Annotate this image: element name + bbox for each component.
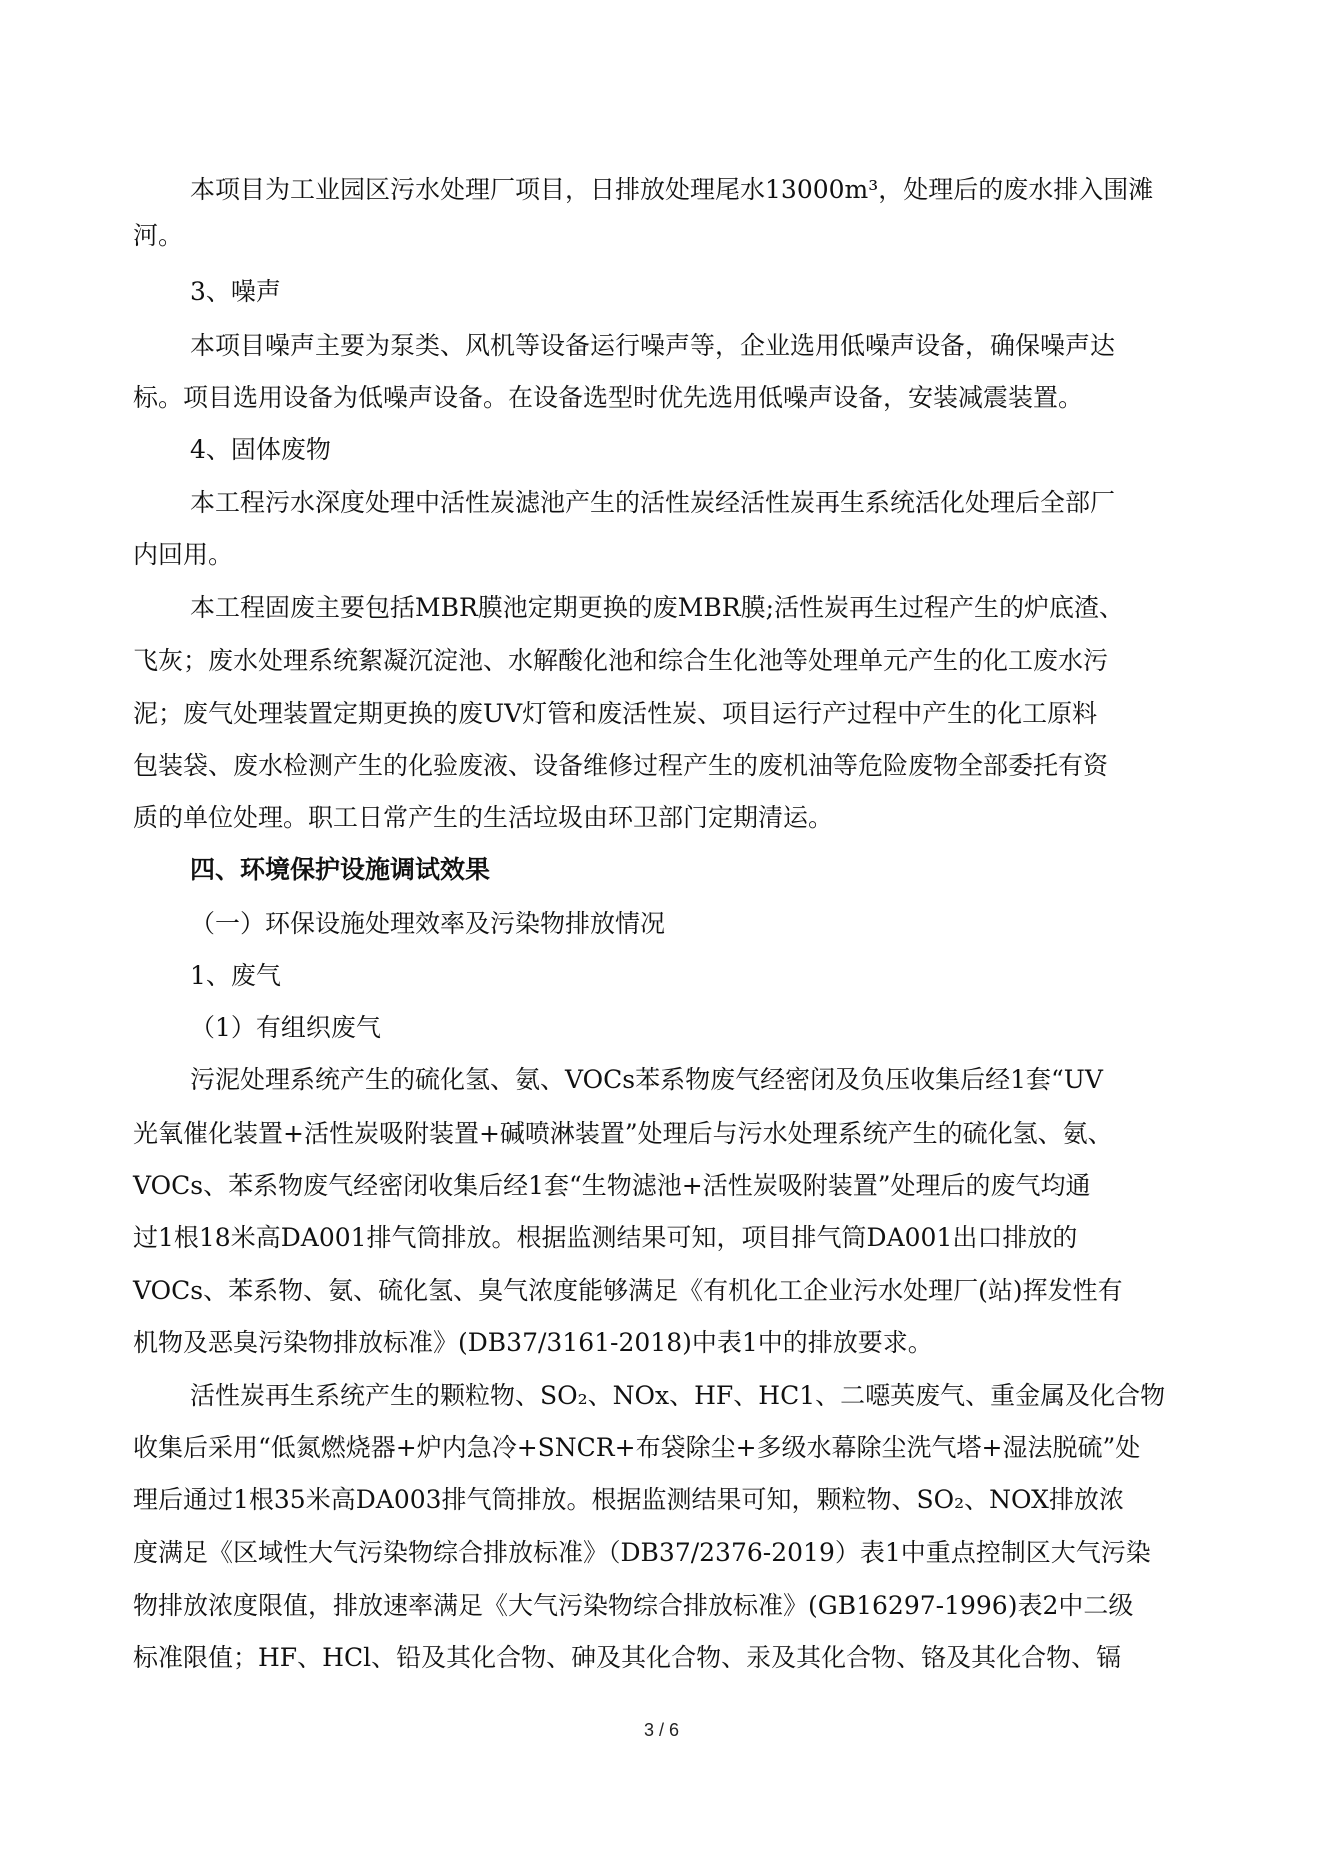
text-run: 理后通过1根35米高DA003排气筒排放。根据监测结果可知，颗粒物、SO₂、NOX排放浓	[133, 1485, 1124, 1514]
text-run: 本工程固废主要包括MBR膜池定期更换的废MBR膜;活性炭再生过程产生的炉底渣、	[190, 593, 1125, 622]
text-run: 内回用。	[133, 540, 234, 569]
page-number: 3 / 6	[643, 1720, 680, 1740]
text-run: 机物及恶臭污染物排放标准》(DB37/3161-2018)中表1中的排放要求。	[133, 1328, 933, 1357]
text-run: （一）环保设施处理效率及污染物排放情况	[190, 909, 666, 938]
text-run: 活性炭再生系统产生的颗粒物、SO₂、NOx、HF、HC1、二噁英废气、重金属及化合物	[190, 1381, 1166, 1410]
text-run: VOCs、苯系物废气经密闭收集后经1套“生物滤池+活性炭吸附装置”处理后的废气均通	[133, 1171, 1091, 1200]
text-run: 3、噪声	[190, 277, 281, 306]
text-run: 标准限值；HF、HCl、铅及其化合物、砷及其化合物、汞及其化合物、铬及其化合物、镉	[133, 1643, 1122, 1672]
text-run: 标。项目选用设备为低噪声设备。在设备选型时优先选用低噪声设备，安装减震装置。	[133, 383, 1084, 412]
text-run: 度满足《区域性大气污染物综合排放标准》（DB37/2376-2019）表1中重点控制区大气污染	[133, 1538, 1151, 1567]
text-run: 泥；废气处理装置定期更换的废UV灯管和废活性炭、项目运行产过程中产生的化工原料	[133, 699, 1098, 728]
text-run: 四、环境保护设施调试效果	[190, 855, 491, 884]
text-run: 1、废气	[190, 961, 281, 990]
text-run: 河。	[133, 221, 184, 250]
text-run: 过1根18米高DA001排气筒排放。根据监测结果可知，项目排气筒DA001出口排放的	[133, 1223, 1078, 1252]
text-run: 本项目噪声主要为泵类、风机等设备运行噪声等，企业选用低噪声设备，确保噪声达	[190, 331, 1116, 360]
text-run: 本项目为工业园区污水处理厂项目，日排放处理尾水13000m³，处理后的废水排入围滩	[190, 175, 1154, 204]
text-run: 飞灰；废水处理系统絮凝沉淀池、水解酸化池和综合生化池等处理单元产生的化工废水污	[133, 646, 1109, 675]
text-run: 包装袋、废水检测产生的化验废液、设备维修过程产生的废机油等危险废物全部委托有资	[133, 751, 1109, 780]
text-run: 污泥处理系统产生的硫化氢、氨、VOCs苯系物废气经密闭及负压收集后经1套“UV	[190, 1065, 1103, 1094]
text-run: 质的单位处理。职工日常产生的生活垃圾由环卫部门定期清运。	[133, 803, 834, 832]
text-run: 物排放浓度限值，排放速率满足《大气污染物综合排放标准》(GB16297-1996)表2中二级	[133, 1591, 1134, 1620]
text-run: （1）有组织废气	[190, 1013, 381, 1042]
text-run: 4、固体废物	[190, 435, 331, 464]
text-run: 光氧催化装置+活性炭吸附装置+碱喷淋装置”处理后与污水处理系统产生的硫化氢、氨、	[133, 1119, 1113, 1148]
text-run: 收集后采用“低氮燃烧器+炉内急冷+SNCR+布袋除尘+多级水幕除尘洗气塔+湿法脱硫”处	[133, 1433, 1141, 1462]
text-run: VOCs、苯系物、氨、硫化氢、臭气浓度能够满足《有机化工企业污水处理厂(站)挥发性有	[133, 1276, 1123, 1305]
text-run: 本工程污水深度处理中活性炭滤池产生的活性炭经活性炭再生系统活化处理后全部厂	[190, 488, 1116, 517]
